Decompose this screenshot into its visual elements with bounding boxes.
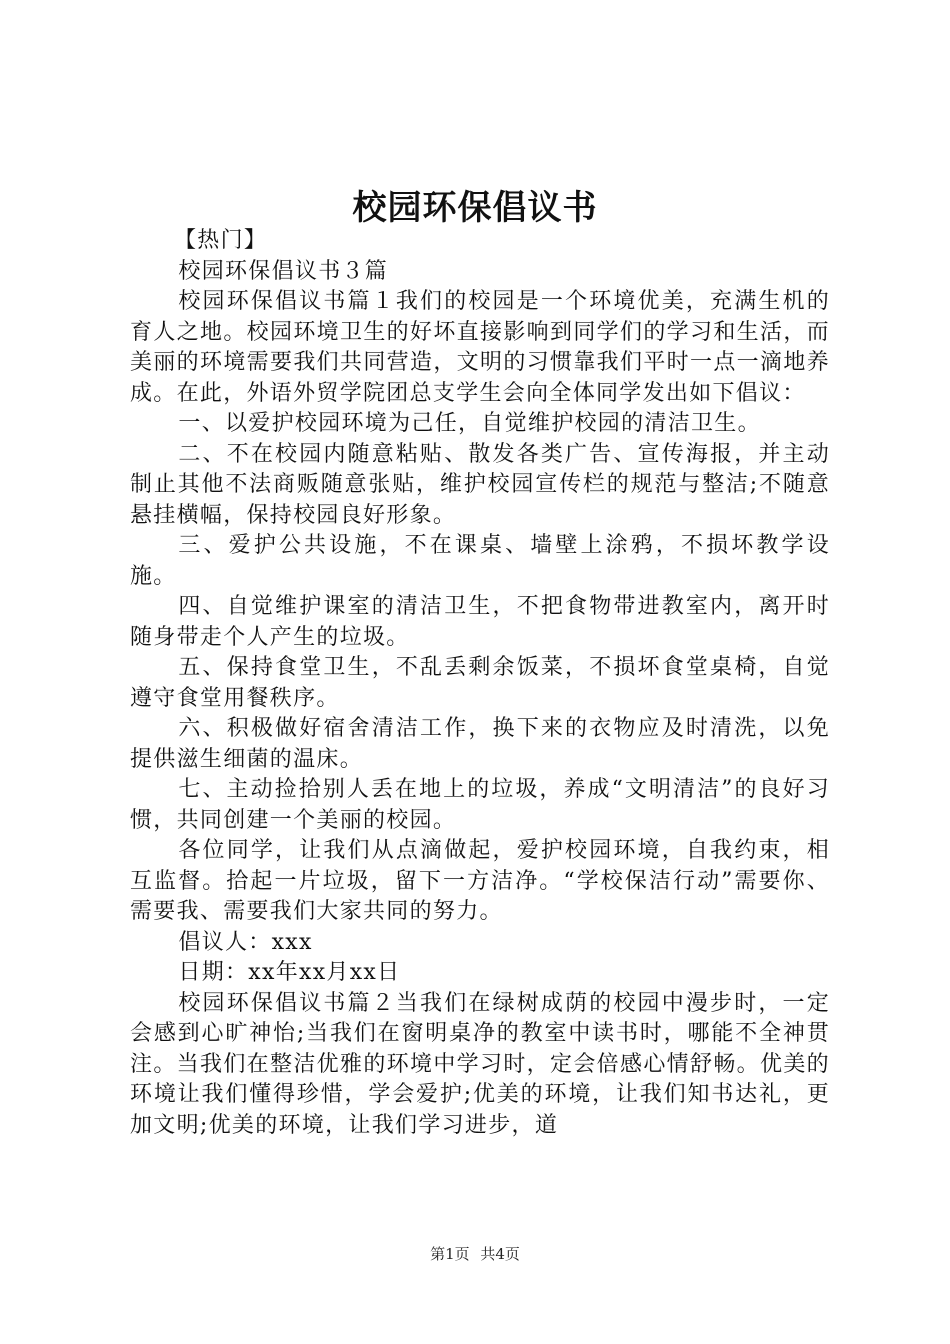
paragraph: 五、保持食堂卫生，不乱丢剩余饭菜，不损坏食堂桌椅，自觉遵守食堂用餐秩序。 [130,655,830,711]
document-title: 校园环保倡议书 [352,188,598,228]
paragraph: 【热门】 [174,228,268,253]
paragraph: 校园环保倡议书篇２当我们在绿树成荫的校园中漫步时，一定会感到心旷神怡;当我们在窗明桌净的教室中读书时，哪能不全神贯注。当我们在整洁优雅的环境中学习时，定会倍感心情舒畅。优美的环境让我们懂得珍惜，学会爱护;优美的环境，让我们知书达礼，更加文明;优美的环境，让我们学习进步，道 [130,990,830,1138]
page-total: 共4页 [480,1245,520,1263]
paragraph: 各位同学，让我们从点滴做起，爱护校园环境，自我约束，相互监督。拾起一片垃圾，留下一方洁净。“学校保洁行动”需要你、需要我、需要我们大家共同的努力。 [130,838,830,924]
paragraph: 三、爱护公共设施，不在课桌、墙壁上涂鸦，不损坏教学设施。 [130,533,830,589]
paragraph: 倡议人：xxx [178,929,313,955]
page-footer [0,1242,950,1266]
paragraph: 日期：xx年xx月xx日 [178,960,401,985]
page-number: 第1页 [430,1245,470,1263]
paragraph: 六、积极做好宿舍清洁工作，换下来的衣物应及时清洗，以免提供滋生细菌的温床。 [130,716,830,772]
paragraph: 校园环保倡议书篇１我们的校园是一个环境优美，充满生机的育人之地。校园环境卫生的好坏直接影响到同学们的学习和生活，而美丽的环境需要我们共同营造，文明的习惯靠我们平时一点一滴地养成。在此，外语外贸学院团总支学生会向全体同学发出如下倡议： [130,289,830,406]
paragraph: 二、不在校园内随意粘贴、散发各类广告、宣传海报，并主动制止其他不法商贩随意张贴，维护校园宣传栏的规范与整洁;不随意悬挂横幅，保持校园良好形象。 [130,441,830,528]
document-body [130,226,830,1141]
paragraph: 七、主动捡拾别人丢在地上的垃圾，养成“文明清洁”的良好习惯，共同创建一个美丽的校园。 [130,777,830,833]
paragraph: 一、以爱护校园环境为己任，自觉维护校园的清洁卫生。 [178,411,761,436]
paragraph: 校园环保倡议书３篇 [178,258,389,284]
paragraph: 四、自觉维护课室的清洁卫生，不把食物带进教室内，离开时随身带走个人产生的垃圾。 [130,594,830,650]
